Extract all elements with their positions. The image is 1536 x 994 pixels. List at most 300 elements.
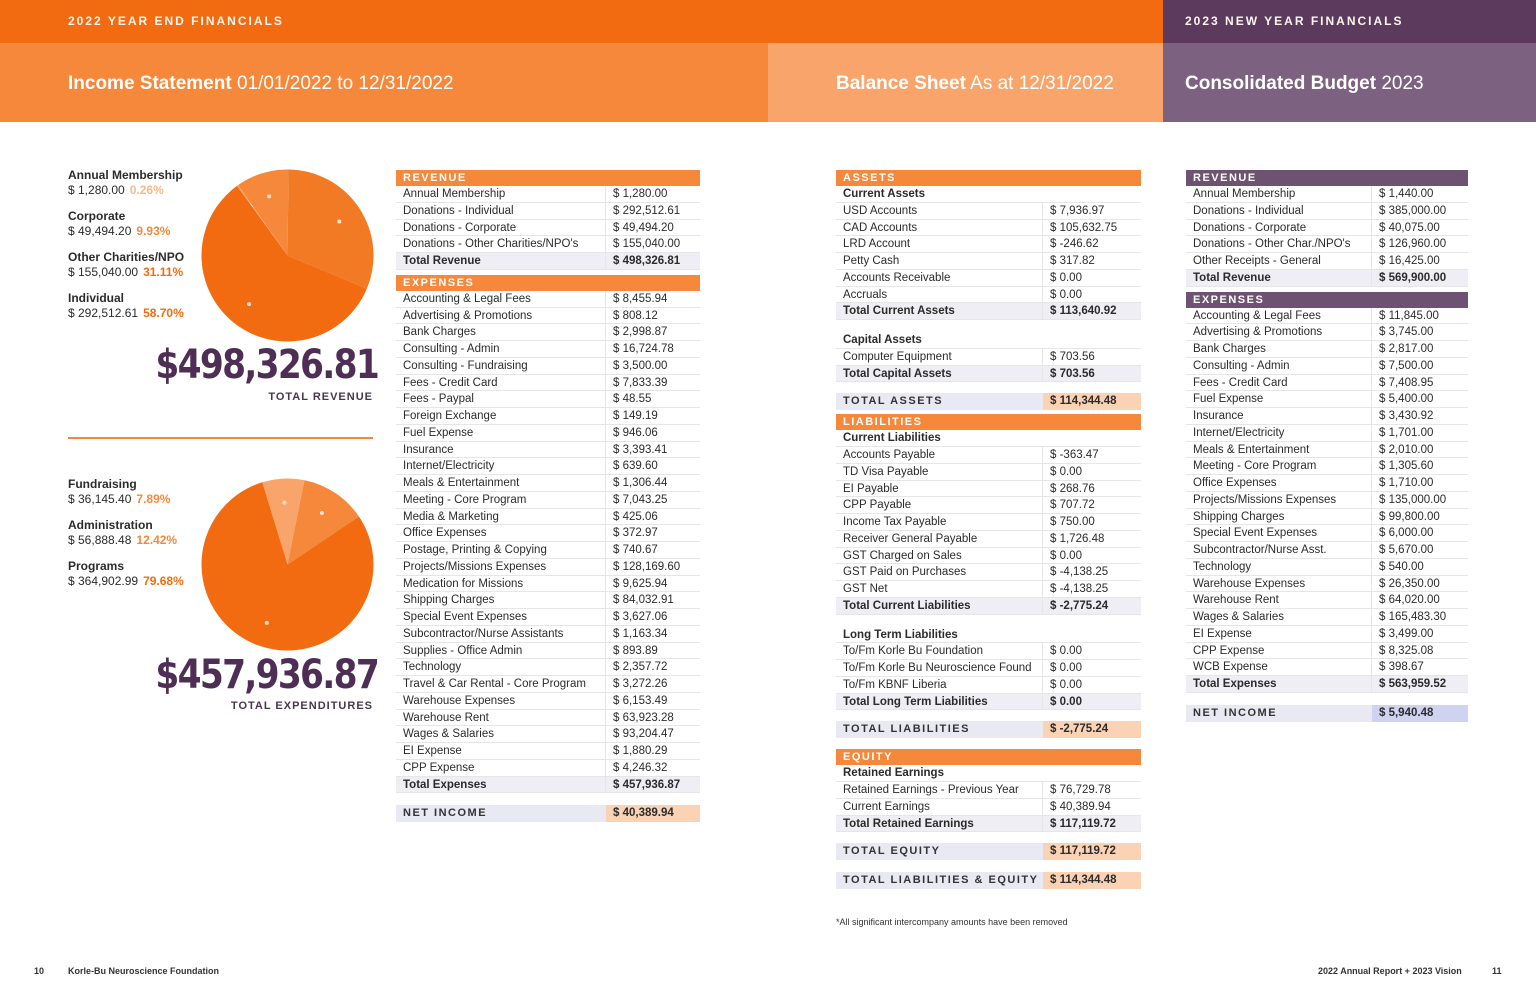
row-value: $ 16,425.00	[1379, 255, 1440, 267]
row-value: $ 4,246.32	[613, 761, 668, 774]
table-row	[836, 514, 1141, 531]
row-label: Shipping Charges	[396, 592, 606, 608]
row-label: LRD Account	[836, 236, 1043, 252]
total-row	[1186, 270, 1468, 287]
total-revenue-label: TOTAL REVENUE	[268, 391, 373, 403]
table-row	[1186, 442, 1468, 459]
row-label: Annual Membership	[396, 186, 606, 202]
row-value: $ 2,998.87	[613, 326, 668, 339]
subsection-label	[836, 332, 1141, 349]
table-row	[1186, 592, 1468, 609]
row-value: $ 0.00	[1050, 645, 1082, 658]
table-row	[836, 481, 1141, 498]
row-value: $ 99,800.00	[1379, 510, 1440, 523]
summary-row	[836, 393, 1141, 410]
budget-title: Consolidated Budget 2023	[1185, 73, 1424, 94]
table-row	[836, 581, 1141, 598]
row-label: Foreign Exchange	[396, 408, 606, 424]
row-label: Meeting - Core Program	[1186, 458, 1372, 474]
table-row	[396, 659, 700, 676]
table-row	[1186, 626, 1468, 643]
row-label: Donations - Other Char./NPO's	[1186, 236, 1372, 252]
total-row	[836, 598, 1141, 615]
spacer	[836, 860, 1141, 872]
row-label: Donations - Other Charities/NPO's	[396, 236, 606, 252]
summary-row	[836, 843, 1141, 860]
total-row	[396, 777, 700, 794]
subsection-label-text: Current Liabilities	[843, 432, 941, 445]
legend-item-name: Administration	[68, 518, 153, 532]
summary-label: TOTAL ASSETS	[836, 393, 1043, 410]
legend-item-name: Corporate	[68, 209, 126, 223]
table-row	[396, 726, 700, 743]
row-label: Subcontractor/Nurse Asst.	[1186, 542, 1372, 558]
row-value: $ 8,325.08	[1379, 644, 1434, 657]
row-label: CAD Accounts	[836, 220, 1043, 236]
row-label: Warehouse Rent	[1186, 592, 1372, 608]
table-row	[396, 425, 700, 442]
legend-item-percent: 9.93%	[136, 224, 171, 238]
summary-label: TOTAL LIABILITIES	[836, 721, 1043, 738]
summary-label: TOTAL EQUITY	[836, 843, 1043, 860]
row-label: Donations - Individual	[1186, 203, 1372, 219]
row-value: $ 5,670.00	[1379, 544, 1434, 556]
table-row	[1186, 375, 1468, 392]
table-row	[836, 253, 1141, 270]
row-label: Computer Equipment	[836, 349, 1043, 365]
row-label: Insurance	[1186, 408, 1372, 424]
spacer	[836, 615, 1141, 627]
table-row	[396, 509, 700, 526]
table-row	[396, 743, 700, 760]
table-row	[836, 447, 1141, 464]
table-row	[396, 391, 700, 408]
table-row	[1186, 458, 1468, 475]
row-value: $ 26,350.00	[1379, 577, 1440, 590]
row-label: CPP Payable	[836, 497, 1043, 513]
table-row	[1186, 408, 1468, 425]
legend-item-name: Programs	[68, 559, 125, 573]
table-row	[396, 542, 700, 559]
band-label-2022: 2022 YEAR END FINANCIALS	[68, 14, 284, 28]
row-value: $ 0.00	[1050, 662, 1082, 674]
row-label: Insurance	[396, 442, 606, 458]
row-value: $ 0.00	[1050, 465, 1082, 478]
spacer	[836, 382, 1141, 393]
table-section-header: EXPENSES	[396, 275, 700, 291]
table-row	[396, 710, 700, 727]
table-row	[836, 660, 1141, 677]
table-row	[1186, 253, 1468, 270]
income-statement-title: Income Statement 01/01/2022 to 12/31/2022	[68, 73, 454, 94]
row-label: Meals & Entertainment	[396, 475, 606, 491]
row-label: Warehouse Rent	[396, 710, 606, 726]
header-band-2023	[1163, 0, 1536, 43]
row-label: Bank Charges	[396, 324, 606, 340]
row-value: $ 808.12	[613, 309, 658, 322]
row-value: $ 740.67	[613, 544, 658, 556]
spacer	[836, 832, 1141, 843]
row-label: EI Expense	[1186, 626, 1372, 642]
total-row	[836, 366, 1141, 383]
table-row	[836, 236, 1141, 253]
row-value: $ 3,500.00	[613, 359, 668, 372]
row-value: $ 84,032.91	[613, 594, 674, 607]
balance-footnote: *All significant intercompany amounts have been removed	[836, 917, 1068, 927]
row-label: Total Long Term Liabilities	[836, 694, 1043, 710]
row-value: $ 457,936.87	[613, 778, 681, 791]
legend-item-value: $ 49,494.20	[68, 224, 132, 238]
table-row	[396, 592, 700, 609]
table-row	[836, 531, 1141, 548]
table-row	[396, 559, 700, 576]
band-label-2023: 2023 NEW YEAR FINANCIALS	[1185, 14, 1404, 28]
row-label: Donations - Corporate	[396, 220, 606, 236]
table-row	[396, 375, 700, 392]
table-row	[396, 609, 700, 626]
row-value: $ -363.47	[1050, 449, 1099, 461]
row-label: WCB Expense	[1186, 659, 1372, 675]
row-label: Retained Earnings - Previous Year	[836, 782, 1043, 798]
row-label: TD Visa Payable	[836, 464, 1043, 480]
balance-sheet-table	[836, 170, 1141, 889]
spacer	[396, 793, 700, 805]
row-label: Warehouse Expenses	[1186, 576, 1372, 592]
subsection-label	[836, 186, 1141, 203]
row-label: Other Receipts - General	[1186, 253, 1372, 269]
row-label: Total Capital Assets	[836, 366, 1043, 382]
row-label: Current Earnings	[836, 799, 1043, 815]
row-value: $ 126,960.00	[1379, 238, 1447, 251]
row-value: $ 155,040.00	[613, 238, 681, 251]
row-label: Fuel Expense	[1186, 391, 1372, 407]
row-label: Donations - Corporate	[1186, 220, 1372, 236]
row-value: $ 93,204.47	[613, 728, 674, 741]
row-label: GST Net	[836, 581, 1043, 597]
row-label: Medication for Missions	[396, 576, 606, 592]
row-label: Bank Charges	[1186, 341, 1372, 357]
legend-item-value: $ 56,888.48	[68, 533, 132, 547]
table-row	[836, 782, 1141, 799]
revenue-pie-chart	[200, 168, 375, 343]
row-label: Travel & Car Rental - Core Program	[396, 676, 606, 692]
row-value: $ 292,512.61	[613, 204, 681, 217]
row-label: Total Current Liabilities	[836, 598, 1043, 614]
row-label: CPP Expense	[1186, 643, 1372, 659]
row-value: $ 540.00	[1379, 560, 1424, 573]
table-row	[836, 564, 1141, 581]
row-label: To/Fm Korle Bu Neuroscience Found	[836, 660, 1043, 676]
row-label: EI Payable	[836, 481, 1043, 497]
row-value: $ 7,833.39	[613, 376, 668, 389]
row-label: Fuel Expense	[396, 425, 606, 441]
table-row	[1186, 391, 1468, 408]
row-label: Subcontractor/Nurse Assistants	[396, 626, 606, 642]
spacer	[1186, 693, 1468, 705]
row-value: $ -2,775.24	[1050, 599, 1109, 612]
row-label: EI Expense	[396, 743, 606, 759]
table-row	[396, 458, 700, 475]
summary-value: $ 117,119.72	[1043, 843, 1141, 860]
table-row	[1186, 525, 1468, 542]
table-row	[836, 548, 1141, 565]
table-row	[396, 442, 700, 459]
row-value: $ 0.00	[1050, 288, 1082, 301]
row-label: Wages & Salaries	[1186, 609, 1372, 625]
legend-item-value: $ 1,280.00	[68, 183, 125, 197]
summary-label: TOTAL LIABILITIES & EQUITY	[836, 872, 1043, 889]
row-value: $ 2,817.00	[1379, 343, 1434, 355]
row-label: To/Fm KBNF Liberia	[836, 677, 1043, 693]
row-value: $ 135,000.00	[1379, 493, 1447, 506]
table-row	[836, 497, 1141, 514]
table-row	[1186, 576, 1468, 593]
table-row	[1186, 609, 1468, 626]
table-row	[396, 626, 700, 643]
subsection-label-text: Capital Assets	[843, 334, 922, 346]
row-label: USD Accounts	[836, 203, 1043, 219]
row-value: $ 707.72	[1050, 499, 1095, 512]
row-value: $ 3,499.00	[1379, 627, 1434, 640]
row-value: $ 317.82	[1050, 255, 1095, 267]
summary-value: $ 5,940.48	[1372, 705, 1468, 722]
table-row	[1186, 542, 1468, 559]
row-label: Consulting - Fundraising	[396, 358, 606, 374]
balance-sheet-header	[768, 43, 1163, 122]
row-value: $ 2,010.00	[1379, 443, 1434, 456]
total-expenditures-label: TOTAL EXPENDITURES	[230, 700, 373, 712]
row-label: GST Paid on Purchases	[836, 564, 1043, 580]
table-row	[836, 677, 1141, 694]
summary-row	[836, 721, 1141, 738]
table-row	[396, 324, 700, 341]
row-label: Internet/Electricity	[396, 458, 606, 474]
table-row	[396, 576, 700, 593]
subsection-label-text: Current Assets	[843, 188, 926, 200]
table-row	[1186, 341, 1468, 358]
row-label: Fees - Paypal	[396, 391, 606, 407]
table-row	[1186, 203, 1468, 220]
table-row	[396, 525, 700, 542]
row-value: $ 1,280.00	[613, 188, 668, 200]
row-label: Total Revenue	[1186, 270, 1372, 286]
table-row	[1186, 220, 1468, 237]
row-label: Technology	[1186, 559, 1372, 575]
row-value: $ 3,393.41	[613, 443, 668, 456]
legend-item-name: Other Charities/NPO	[68, 250, 185, 264]
row-value: $ 3,272.26	[613, 678, 668, 690]
row-label: CPP Expense	[396, 760, 606, 776]
row-value: $ 7,936.97	[1050, 204, 1105, 217]
row-label: Meeting - Core Program	[396, 492, 606, 508]
row-value: $ 0.00	[1050, 271, 1082, 284]
summary-value: $ 114,344.48	[1043, 393, 1141, 410]
row-label: Special Event Expenses	[1186, 525, 1372, 541]
row-label: Total Current Assets	[836, 303, 1043, 319]
legend-item-percent: 58.70%	[143, 306, 184, 320]
total-expenditures-amount: $457,936.87	[155, 652, 379, 698]
pie-slice-marker	[267, 194, 271, 198]
row-label: Office Expenses	[1186, 475, 1372, 491]
footer-org-name: Korle-Bu Neuroscience Foundation	[68, 966, 220, 976]
row-label: Accounting & Legal Fees	[396, 291, 606, 307]
summary-label: NET INCOME	[1186, 705, 1372, 722]
table-row	[396, 358, 700, 375]
row-value: $ 1,726.48	[1050, 532, 1105, 545]
table-row	[396, 236, 700, 253]
table-section-header: ASSETS	[836, 170, 1141, 186]
row-value: $ 48.55	[613, 393, 652, 406]
row-value: $ 11,845.00	[1379, 309, 1439, 322]
legend-item-percent: 0.26%	[129, 183, 164, 197]
legend-item-name: Fundraising	[68, 477, 137, 491]
row-label: Consulting - Admin	[1186, 358, 1372, 374]
legend-item-value: $ 155,040.00	[68, 265, 139, 279]
row-value: $ 750.00	[1050, 516, 1095, 528]
expense-pie-chart	[200, 477, 375, 652]
row-label: Accruals	[836, 287, 1043, 303]
row-value: $ 2,357.72	[613, 661, 668, 674]
table-row	[396, 676, 700, 693]
spacer	[836, 320, 1141, 332]
table-section-header: REVENUE	[1186, 170, 1468, 186]
row-value: $ 8,455.94	[613, 292, 668, 305]
row-value: $ 946.06	[613, 426, 658, 439]
legend-item-name: Annual Membership	[68, 168, 183, 182]
table-row	[836, 643, 1141, 660]
row-value: $ 3,745.00	[1379, 326, 1434, 339]
row-value: $ 40,389.94	[1050, 800, 1111, 813]
table-row	[1186, 324, 1468, 341]
table-row	[836, 270, 1141, 287]
row-label: Warehouse Expenses	[396, 693, 606, 709]
row-value: $ 149.19	[613, 410, 658, 422]
income-statement-header	[0, 43, 768, 122]
table-row	[1186, 358, 1468, 375]
pie-slice-marker	[265, 621, 269, 625]
row-value: $ 7,408.95	[1379, 376, 1434, 389]
row-label: Income Tax Payable	[836, 514, 1043, 530]
row-label: Shipping Charges	[1186, 509, 1372, 525]
row-label: Total Expenses	[1186, 676, 1372, 692]
row-label: Advertising & Promotions	[396, 308, 606, 324]
row-value: $ 0.00	[1050, 549, 1082, 562]
row-value: $ 165,483.30	[1379, 611, 1447, 623]
total-row	[396, 253, 700, 270]
row-value: $ 64,020.00	[1379, 594, 1440, 607]
table-row	[1186, 308, 1468, 325]
legend-item-percent: 79.68%	[143, 574, 184, 588]
total-revenue-amount: $498,326.81	[155, 342, 379, 388]
table-row	[836, 203, 1141, 220]
row-value: $ 703.56	[1050, 350, 1095, 363]
table-row	[396, 203, 700, 220]
table-row	[396, 643, 700, 660]
table-row	[396, 220, 700, 237]
footer-report-title: 2022 Annual Report + 2023 Vision	[1318, 966, 1462, 976]
row-label: Receiver General Payable	[836, 531, 1043, 547]
pie-slice-marker	[282, 501, 286, 505]
table-row	[396, 291, 700, 308]
row-value: $ 0.00	[1050, 678, 1082, 691]
row-value: $ 569,900.00	[1379, 271, 1447, 284]
table-row	[836, 799, 1141, 816]
row-label: Fees - Credit Card	[396, 375, 606, 391]
row-label: Accounts Receivable	[836, 270, 1043, 286]
row-value: $ 1,305.60	[1379, 460, 1434, 473]
row-value: $ 1,880.29	[613, 745, 668, 757]
pie-slice-marker	[337, 219, 341, 223]
row-label: Postage, Printing & Copying	[396, 542, 606, 558]
row-label: Projects/Missions Expenses	[396, 559, 606, 575]
row-label: Annual Membership	[1186, 186, 1372, 202]
legend-item-percent: 31.11%	[143, 265, 184, 279]
pie-slice-marker	[320, 511, 324, 515]
table-row	[396, 693, 700, 710]
row-value: $ 3,627.06	[613, 611, 668, 623]
table-row	[1186, 186, 1468, 203]
row-value: $ 40,075.00	[1379, 221, 1440, 234]
row-label: Total Retained Earnings	[836, 816, 1043, 832]
table-section-header: LIABILITIES	[836, 414, 1141, 430]
table-row	[836, 464, 1141, 481]
table-row	[1186, 659, 1468, 676]
legend-item-value: $ 364,902.99	[68, 574, 139, 588]
row-value: $ 105,632.75	[1050, 221, 1118, 234]
row-value: $ 425.06	[613, 510, 658, 523]
summary-row	[1186, 705, 1468, 722]
legend-item-percent: 12.42%	[136, 533, 178, 547]
summary-value: $ 40,389.94	[606, 805, 700, 822]
total-row	[836, 694, 1141, 711]
row-value: $ 893.89	[613, 644, 658, 657]
table-row	[396, 475, 700, 492]
budget-table	[1186, 170, 1468, 722]
row-value: $ 1,306.44	[613, 477, 668, 489]
summary-value: $ 114,344.48	[1043, 872, 1141, 889]
row-label: GST Charged on Sales	[836, 548, 1043, 564]
row-value: $ 76,729.78	[1050, 784, 1111, 796]
row-value: $ -4,138.25	[1050, 583, 1109, 595]
row-value: $ 7,043.25	[613, 493, 668, 506]
row-value: $ 49,494.20	[613, 221, 674, 234]
table-row	[1186, 559, 1468, 576]
total-row	[836, 816, 1141, 833]
table-row	[1186, 643, 1468, 660]
row-label: Donations - Individual	[396, 203, 606, 219]
row-label: Accounts Payable	[836, 447, 1043, 463]
row-value: $ 113,640.92	[1050, 305, 1117, 318]
row-value: $ 128,169.60	[613, 560, 681, 573]
row-value: $ 1,440.00	[1379, 188, 1434, 200]
table-row	[396, 341, 700, 358]
summary-label: NET INCOME	[396, 805, 606, 822]
row-value: $ 639.60	[613, 460, 658, 473]
row-value: $ 5,400.00	[1379, 393, 1434, 406]
row-label: Internet/Electricity	[1186, 425, 1372, 441]
total-row	[1186, 676, 1468, 693]
table-row	[396, 308, 700, 325]
pie-slice-marker	[247, 302, 251, 306]
table-row	[836, 220, 1141, 237]
row-value: $ 16,724.78	[613, 343, 674, 355]
row-value: $ 6,000.00	[1379, 527, 1434, 540]
table-section-header: EQUITY	[836, 749, 1141, 765]
subsection-label-text: Long Term Liabilities	[843, 628, 958, 641]
table-row	[1186, 425, 1468, 442]
row-label: Petty Cash	[836, 253, 1043, 269]
legend-item-percent: 7.89%	[136, 492, 171, 506]
